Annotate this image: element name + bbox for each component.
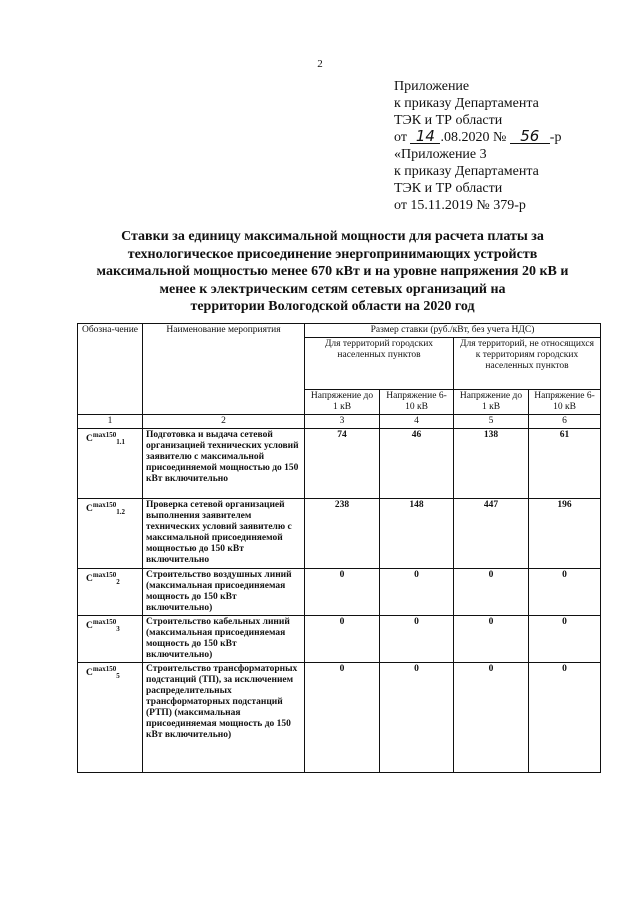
title-line: технологическое присоединение энергопринимающих устройств (127, 246, 538, 262)
header-event-name: Наименование мероприятия (143, 324, 305, 415)
header-voltage-nonurban-6-10kv: Напряжение 6-10 кВ (529, 390, 601, 415)
title-line: максимальной мощностью менее 670 кВт и на уровне напряжения 20 кВ и (96, 264, 569, 280)
header-designation: Обозна-чение (78, 324, 143, 415)
order-suffix: -р (549, 130, 562, 145)
appendix-line: ТЭК и ТР области (394, 113, 503, 128)
rate-value: 0 (305, 663, 380, 773)
column-number: 3 (305, 415, 380, 429)
rate-value: 0 (529, 569, 601, 616)
order-date: .08.2020 № (440, 130, 507, 145)
rate-value: 61 (529, 429, 601, 499)
column-number-row (78, 415, 601, 429)
rate-value: 238 (305, 499, 380, 569)
column-number: 2 (143, 415, 305, 429)
header-voltage-urban-1kv: Напряжение до 1 кВ (305, 390, 380, 415)
event-name: Подготовка и выдача сетевой организацией технических условий заявителю с максимальной присоединяемой мощностью до 150 кВт включительно (143, 429, 305, 499)
column-number: 4 (380, 415, 454, 429)
rate-value: 0 (529, 616, 601, 663)
appendix-line: ТЭК и ТР области (394, 181, 503, 196)
rate-value: 148 (380, 499, 454, 569)
rate-value: 196 (529, 499, 601, 569)
header-urban: Для территорий городских населенных пунктов (305, 338, 454, 390)
appendix-order-line (394, 129, 561, 146)
appendix-line: к приказу Департамента (394, 164, 539, 179)
column-number: 1 (78, 415, 143, 429)
rate-code: $C^{max150}_{1.1}$ (78, 429, 143, 499)
rates-table (77, 323, 601, 773)
event-name: Строительство кабельных линий (максимальная присоединяемая мощность до 150 кВт включительно) (143, 616, 305, 663)
rate-value: 0 (454, 616, 529, 663)
event-name: Строительство трансформаторных подстанций (ТП), за исключением распределительных трансформаторных подстанций (РТП) (максимальная присоединяемая мощность до 150 кВт включительно) (143, 663, 305, 773)
order-prefix: от (394, 130, 407, 145)
rate-value: 0 (380, 616, 454, 663)
header-voltage-nonurban-1kv: Напряжение до 1 кВ (454, 390, 529, 415)
handwritten-order-number: 56 (510, 129, 550, 144)
document-title (80, 228, 585, 316)
table-row (78, 499, 601, 569)
rate-value: 0 (380, 569, 454, 616)
rate-value: 0 (454, 569, 529, 616)
rate-value: 447 (454, 499, 529, 569)
rate-code: $C^{max150}_{1.2}$ (78, 499, 143, 569)
rate-value: 0 (380, 663, 454, 773)
rate-value: 74 (305, 429, 380, 499)
event-name: Проверка сетевой организацией выполнения заявителем технических условий заявителю с максимальной присоединяемой мощностью до 150 кВт включительно (143, 499, 305, 569)
column-number: 6 (529, 415, 601, 429)
handwritten-day: 14 (410, 129, 440, 144)
title-line: территории Вологодской области на 2020 год (190, 299, 475, 315)
page-number: 2 (317, 58, 323, 70)
table-row (78, 429, 601, 499)
header-rate-size: Размер ставки (руб./кВт, без учета НДС) (305, 324, 601, 338)
rate-value: 0 (305, 616, 380, 663)
header-non-urban: Для территорий, не относящихся к территориям городских населенных пунктов (454, 338, 601, 390)
rate-value: 0 (305, 569, 380, 616)
appendix-line: к приказу Департамента (394, 96, 539, 111)
title-line: менее к электрическим сетям сетевых организаций на (159, 281, 506, 297)
rate-value: 0 (529, 663, 601, 773)
table-row (78, 616, 601, 663)
rate-value: 0 (454, 663, 529, 773)
rate-code: $C^{max150}_2$ (78, 569, 143, 616)
table-row (78, 569, 601, 616)
rate-value: 138 (454, 429, 529, 499)
rate-code: $C^{max150}_3$ (78, 616, 143, 663)
appendix-block (394, 78, 561, 214)
appendix-line: от 15.11.2019 № 379-р (394, 198, 526, 213)
appendix-line: Приложение (394, 79, 470, 94)
table-row (78, 663, 601, 773)
appendix-line: «Приложение 3 (394, 147, 487, 162)
event-name: Строительство воздушных линий (максимальная присоединяемая мощность до 150 кВт включительно) (143, 569, 305, 616)
rate-code: $C^{max150}_5$ (78, 663, 143, 773)
rate-value: 46 (380, 429, 454, 499)
header-voltage-urban-6-10kv: Напряжение 6-10 кВ (380, 390, 454, 415)
title-line: Ставки за единицу максимальной мощности для расчета платы за (121, 229, 544, 244)
column-number: 5 (454, 415, 529, 429)
